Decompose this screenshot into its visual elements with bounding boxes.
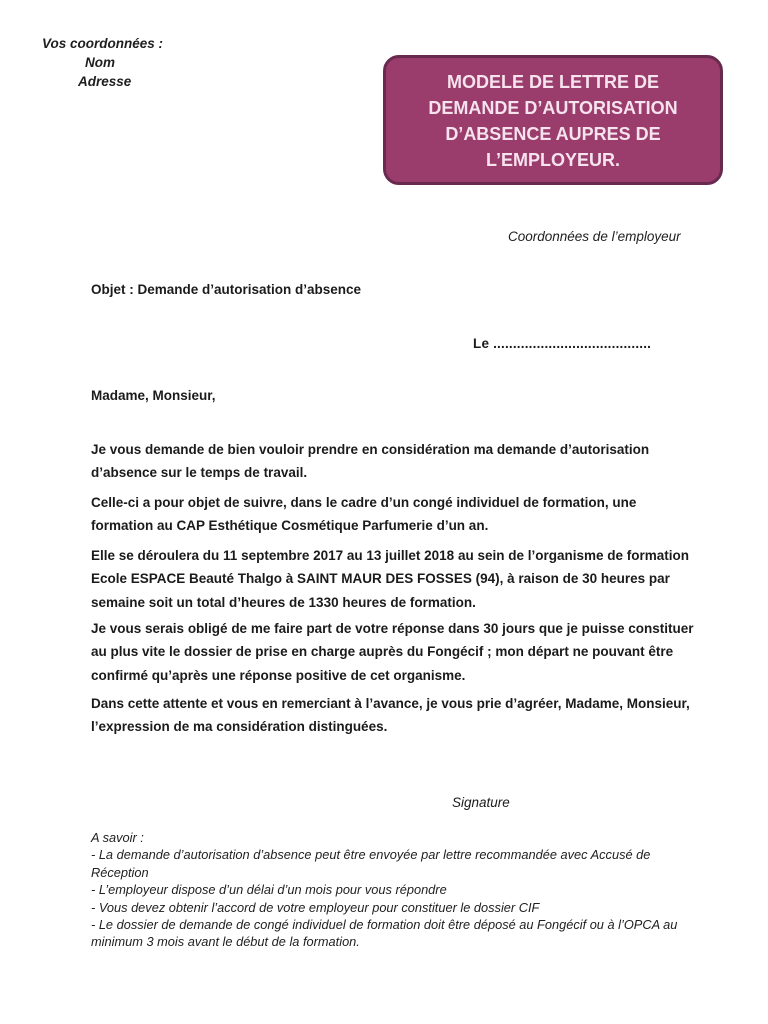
paragraph-request: Je vous demande de bien vouloir prendre en considération ma demande d’autorisation d’absence sur le temps de travail. [91,442,650,481]
note-item-4: - Le dossier de demande de congé individuel de formation doit être déposé au Fongécif ou à l’OPCA au minimum 3 mois avant le début de la formation. [91,917,678,950]
sender-name: Nom [85,55,115,70]
salutation: Madame, Monsieur, [91,388,216,403]
note-item-3: - Vous devez obtenir l’accord de votre employeur pour constituer le dossier CIF [91,899,540,915]
title-line-4: L’EMPLOYEUR. [485,150,620,170]
notes-heading: A savoir : [91,830,144,845]
sender-address: Adresse [78,74,132,89]
sender-block [42,34,163,91]
subject-line: Objet : Demande d’autorisation d’absence [91,282,362,297]
employer-contact-line: Coordonnées de l’employeur [508,229,681,244]
title-line-1: MODELE DE LETTRE DE [446,72,659,92]
note-item-2: - L’employeur dispose d’un délai d’un mois pour vous répondre [91,882,447,898]
note-item-1: - La demande d’autorisation d’absence peut être envoyée par lettre recommandée avec Accusé de Réception [91,847,651,880]
title-line-3: D’ABSENCE AUPRES DE [445,124,661,144]
paragraph-closing: Dans cette attente et vous en remerciant à l’avance, je vous prie d’agréer, Madame, Monsieur, l’expression de ma considération distinguées. [91,696,690,735]
sender-label: Vos coordonnées : [42,36,164,51]
title-line-2: DEMANDE D’AUTORISATION [428,98,678,118]
paragraph-purpose: Celle-ci a pour objet de suivre, dans le cadre d’un congé individuel de formation, une formation au CAP Esthétique Cosmétique Parfumerie d’un an. [91,495,637,534]
title-box [383,55,723,185]
notes-block [91,829,697,951]
date-line: Le ........................................ [473,336,652,351]
paragraph-schedule: Elle se déroulera du 11 septembre 2017 au 13 juillet 2018 au sein de l’organisme de formation Ecole ESPACE Beauté Thalgo à SAINT MAUR DES FOSSES (94), à raison de 30 heures par semaine soit un total d’heures de 1330 heures de formation. [91,548,689,610]
paragraph-response: Je vous serais obligé de me faire part de votre réponse dans 30 jours que je puisse constituer au plus vite le dossier de prise en charge auprès du Fongécif ; mon départ ne pouvant être confirmé qu’après une réponse positive de cet organisme. [91,621,694,683]
signature-label: Signature [452,795,510,810]
